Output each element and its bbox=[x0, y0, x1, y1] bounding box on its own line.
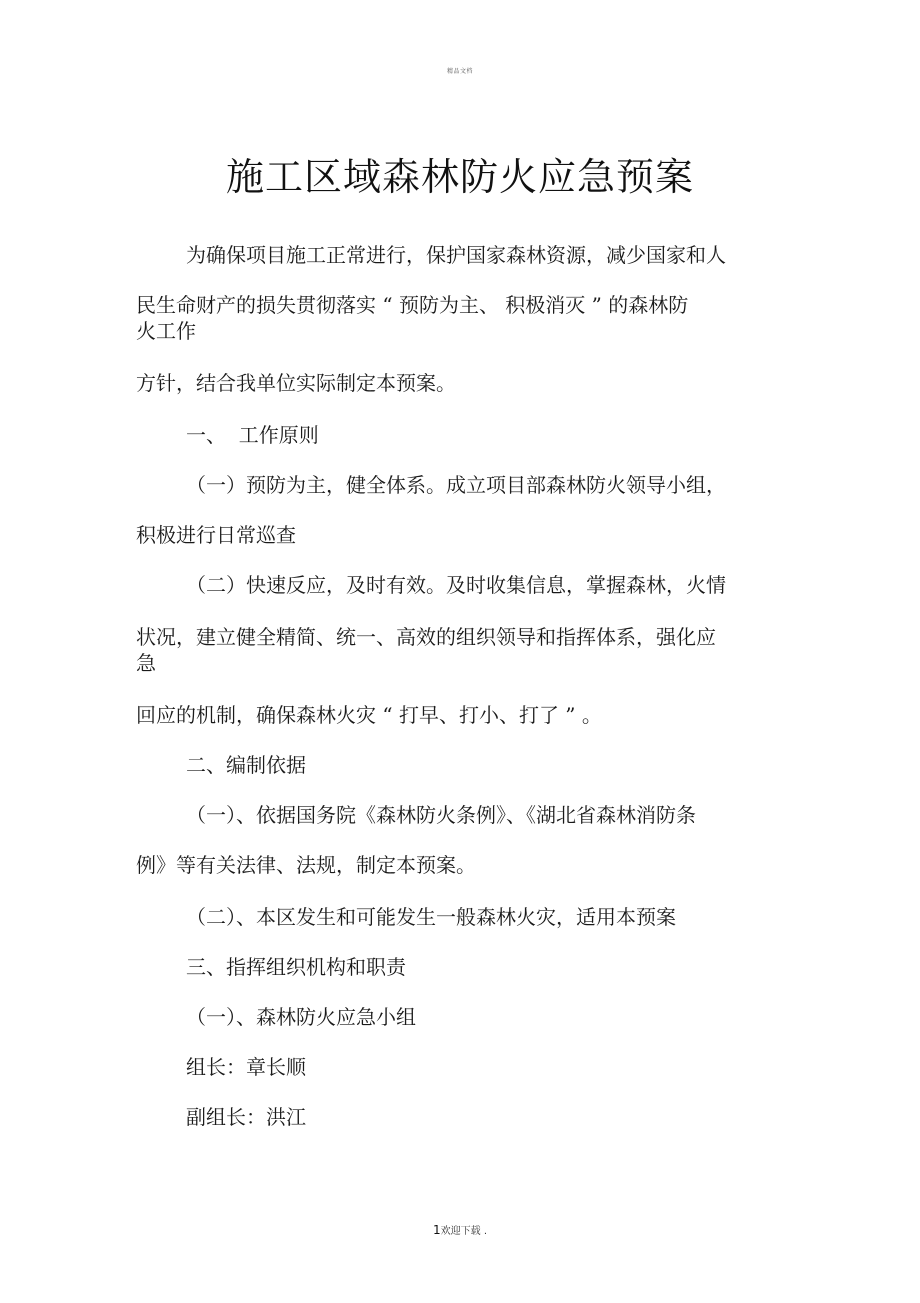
section-heading: 三、指挥组织机构和职责 bbox=[186, 955, 406, 979]
section-heading: 二、编制依据 bbox=[186, 753, 306, 777]
paragraph-line: 急 bbox=[136, 651, 156, 675]
document-title: 施工区域森林防火应急预案 bbox=[225, 155, 694, 199]
paragraph-line: （二）、本区发生和可能发生一般森林火灾，适用本预案 bbox=[186, 905, 676, 929]
paragraph-line: （一）、依据国务院《森林防火条例》、《湖北省森林消防条 bbox=[186, 803, 696, 827]
paragraph-line: 组长：章长顺 bbox=[186, 1055, 306, 1079]
paragraph-line: 回应的机制，确保森林火灾 “ 打早、打小、打了 ” 。 bbox=[136, 703, 602, 727]
paragraph-line: （二）快速反应，及时有效。及时收集信息，掌握森林，火情 bbox=[186, 573, 726, 597]
page-number: 1 bbox=[433, 1223, 441, 1237]
paragraph-line: （一）预防为主，健全体系。成立项目部森林防火领导小组， bbox=[186, 473, 726, 497]
paragraph-line: 例》等有关法律、法规，制定本预案。 bbox=[136, 853, 476, 877]
paragraph-line: 火工作 bbox=[136, 319, 196, 343]
page-header: 精品文档 bbox=[446, 68, 473, 75]
paragraph-line: 方针，结合我单位实际制定本预案。 bbox=[136, 371, 456, 395]
footer-text: 欢迎下载 . bbox=[440, 1226, 487, 1237]
page-footer bbox=[0, 1222, 920, 1237]
section-heading: 一、 工作原则 bbox=[186, 423, 319, 447]
paragraph-line: 民生命财产的损失贯彻落实 “ 预防为主、 积极消灭 ” 的森林防 bbox=[136, 293, 689, 317]
paragraph-line: 副组长：洪江 bbox=[186, 1105, 306, 1129]
paragraph-line: 状况，建立健全精简、统一、高效的组织领导和指挥体系，强化应 bbox=[136, 625, 716, 649]
paragraph-line: 积极进行日常巡查 bbox=[136, 523, 296, 547]
paragraph-line: 为确保项目施工正常进行，保护国家森林资源，减少国家和人 bbox=[186, 243, 726, 267]
paragraph-line: （一）、森林防火应急小组 bbox=[186, 1005, 416, 1029]
